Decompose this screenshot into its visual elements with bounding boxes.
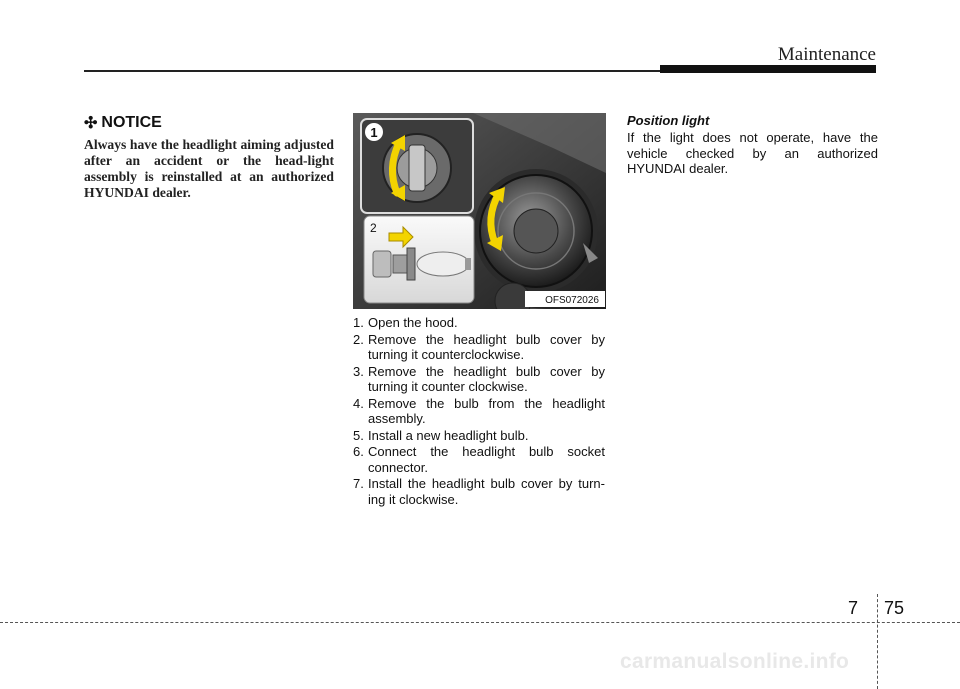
section-title: Maintenance bbox=[777, 44, 876, 65]
callout-2-label: 2 bbox=[370, 221, 377, 235]
page-number: 75 bbox=[884, 598, 905, 618]
watermark: carmanualsonline.info bbox=[620, 650, 850, 673]
list-item bbox=[353, 315, 605, 331]
cross-star-icon: ✣ bbox=[84, 115, 98, 132]
step-number: 3. bbox=[353, 363, 364, 379]
step-text: Open the hood. bbox=[368, 315, 458, 330]
notice-box bbox=[84, 113, 334, 201]
position-light-section bbox=[627, 113, 878, 177]
step-number: 2. bbox=[353, 331, 364, 347]
footer-page-divider bbox=[877, 594, 878, 689]
step-text: Install the headlight bulb cover by turn-ing it clockwise. bbox=[368, 476, 605, 507]
step-number: 6. bbox=[353, 444, 364, 459]
notice-body: Always have the headlight aiming adjusted after an accident or the head-light assembly is reinstalled at an authorized HYUNDAI dealer. bbox=[84, 137, 334, 200]
headlight-figure bbox=[353, 113, 606, 309]
step-text: Remove the bulb from the headlight assembly. bbox=[368, 395, 605, 426]
step-text: Remove the headlight bulb cover by turning it counter clockwise. bbox=[368, 363, 605, 394]
position-light-title: Position light bbox=[627, 113, 710, 128]
callout-1-label: 1 bbox=[370, 125, 378, 140]
header-rule-accent bbox=[660, 65, 876, 73]
figure-code: OFS072026 bbox=[545, 295, 599, 306]
step-text: Connect the headlight bulb socket connector. bbox=[368, 444, 605, 475]
list-item bbox=[353, 332, 605, 363]
position-light-body: If the light does not operate, have the vehicle checked by an authorized HYUNDAI dealer. bbox=[627, 130, 878, 176]
list-item bbox=[353, 444, 605, 475]
notice-title: NOTICE bbox=[101, 114, 162, 131]
step-number: 1. bbox=[353, 315, 364, 330]
notice-heading bbox=[84, 113, 334, 133]
step-text: Remove the headlight bulb cover by turning it counterclockwise. bbox=[368, 331, 605, 362]
header-rule bbox=[84, 70, 664, 72]
step-number: 4. bbox=[353, 395, 364, 411]
step-text: Install a new headlight bulb. bbox=[368, 427, 529, 443]
step-number: 5. bbox=[353, 427, 364, 443]
list-item bbox=[353, 476, 605, 507]
list-item bbox=[353, 428, 605, 444]
procedure-steps bbox=[353, 315, 605, 508]
list-item bbox=[353, 396, 605, 427]
headlight-illustration bbox=[353, 113, 606, 309]
list-item bbox=[353, 364, 605, 395]
step-number: 7. bbox=[353, 476, 364, 491]
footer-divider bbox=[0, 622, 960, 623]
chapter-number: 7 bbox=[848, 598, 859, 618]
